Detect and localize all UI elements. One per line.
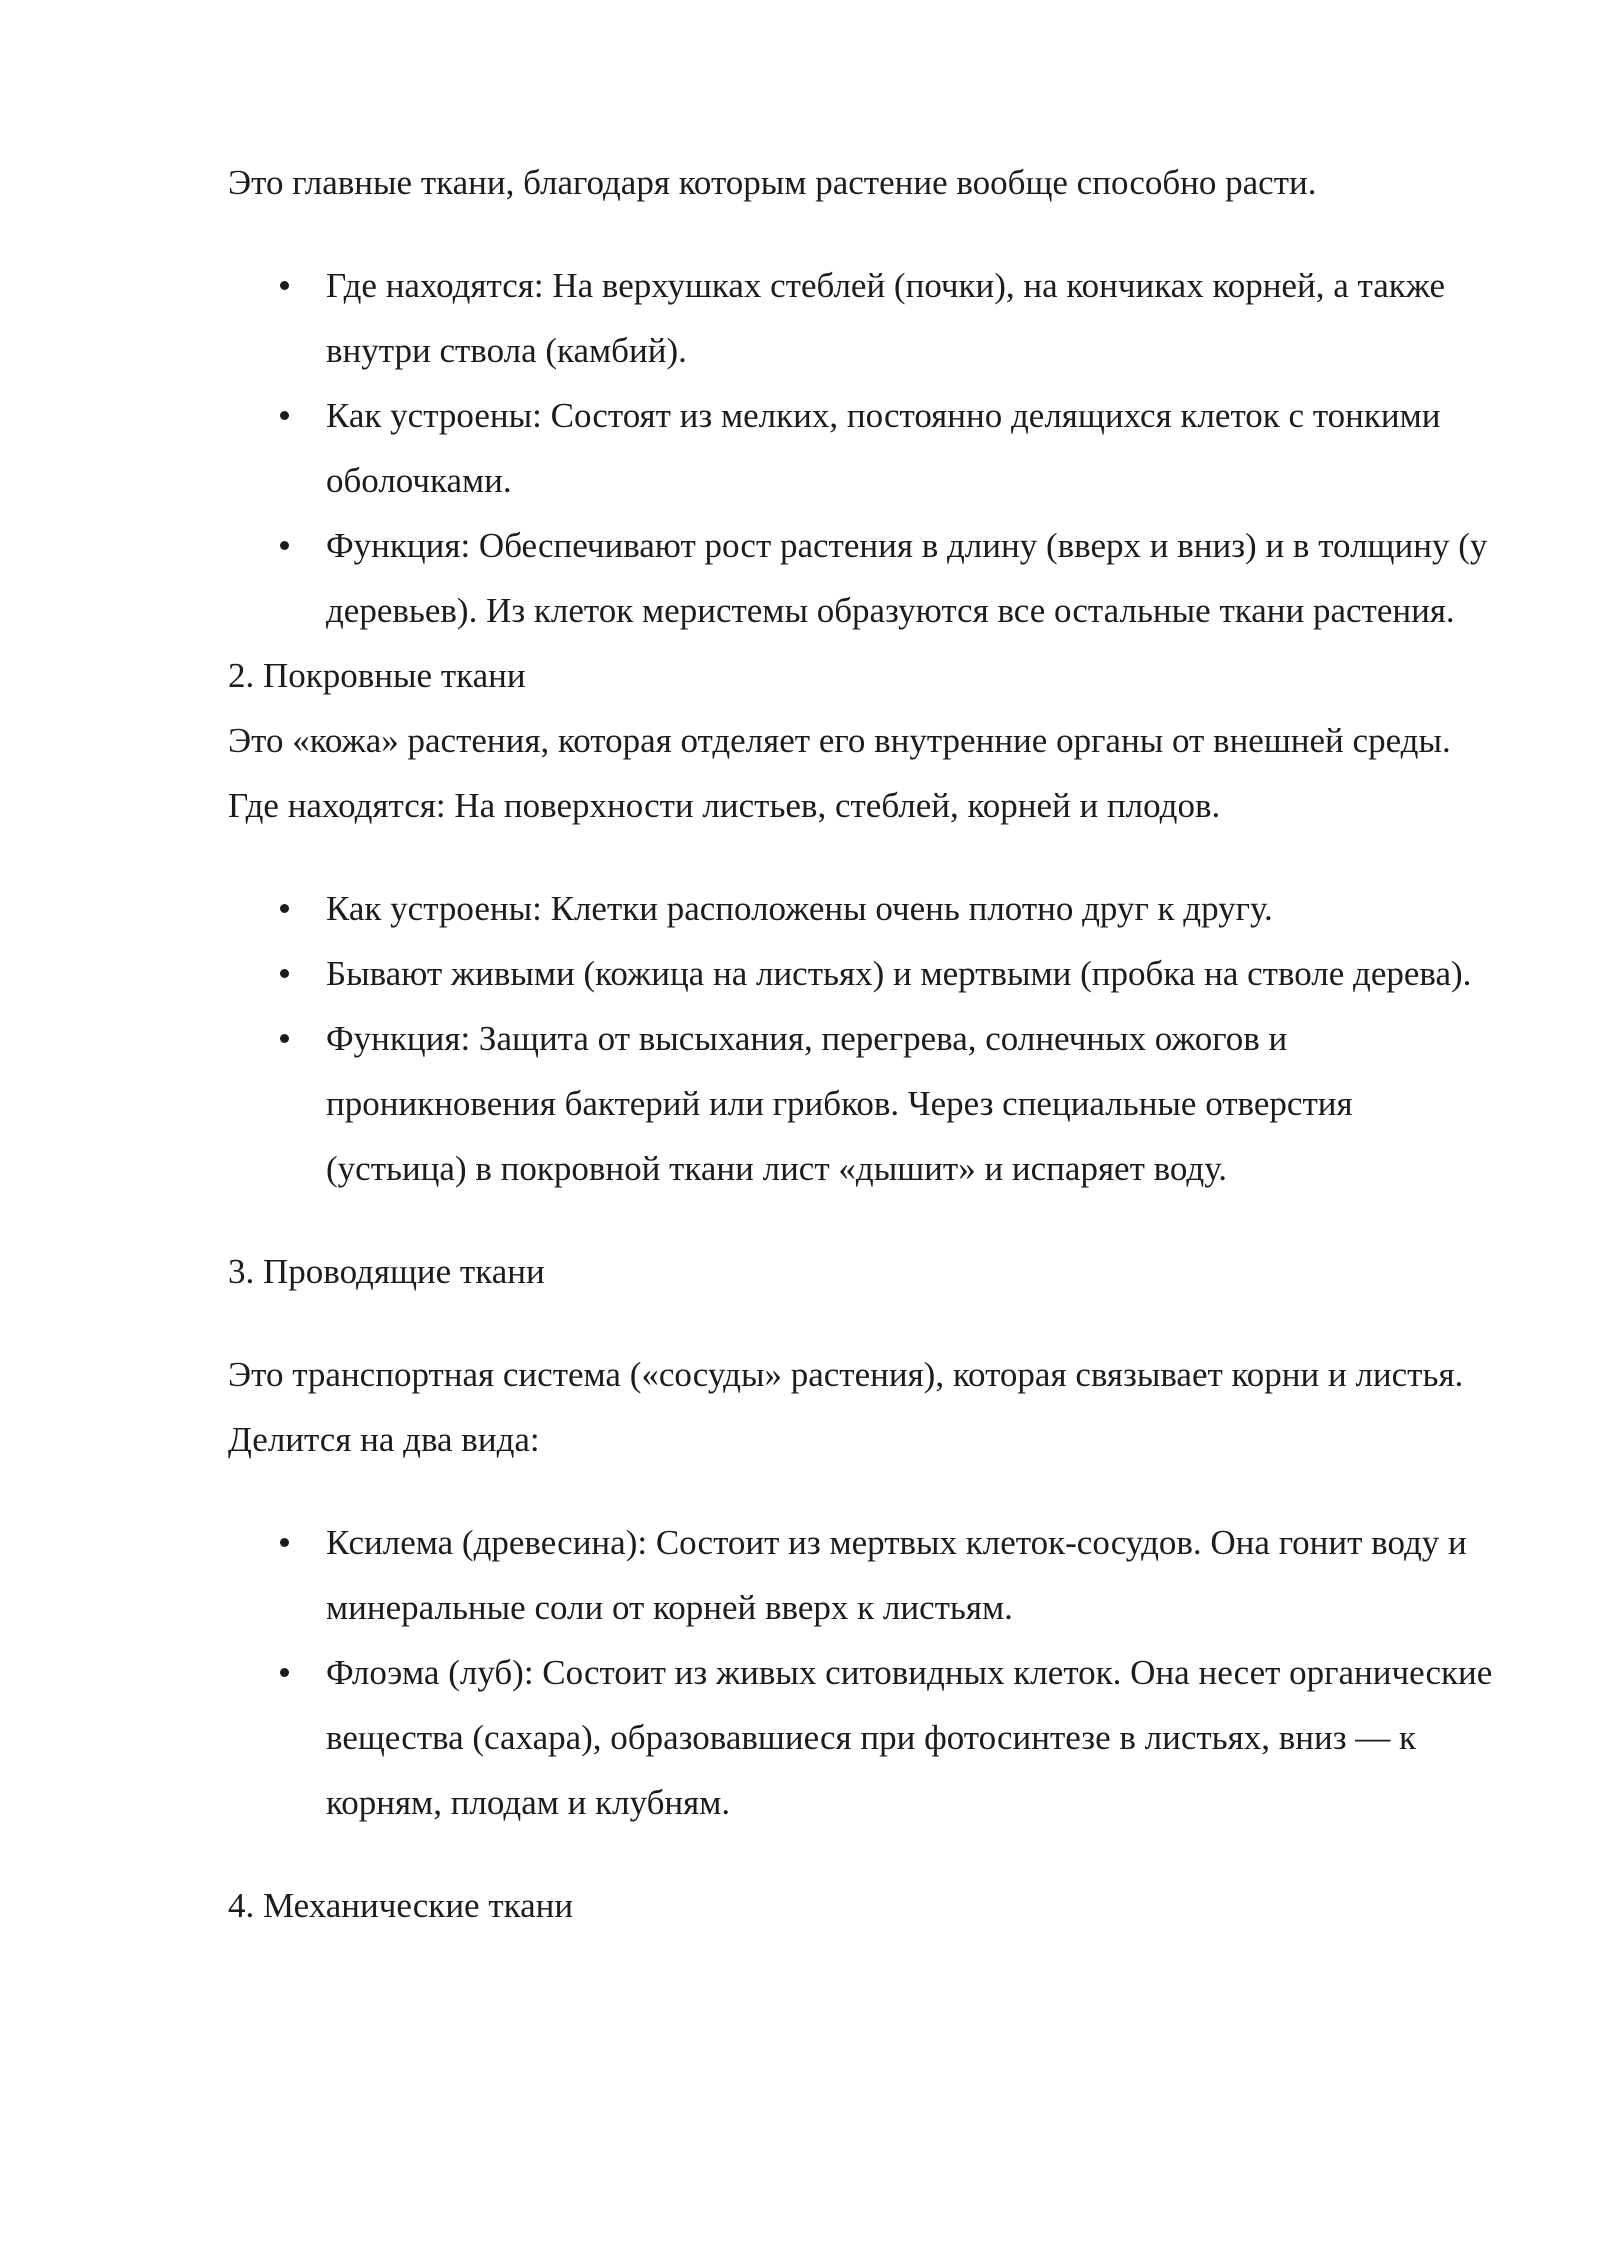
list-item: Как устроены: Состоят из мелких, постоянно делящихся клеток с тонкими оболочками. bbox=[228, 383, 1498, 513]
list-item: Функция: Обеспечивают рост растения в длину (вверх и вниз) и в толщину (у деревьев). Из клеток меристемы образуются все остальные ткани растения. bbox=[228, 513, 1498, 643]
section-description: Это «кожа» растения, которая отделяет его внутренние органы от внешней среды. bbox=[228, 721, 1451, 760]
list-item: Как устроены: Клетки расположены очень плотно друг к другу. bbox=[228, 876, 1498, 941]
spacer bbox=[228, 1304, 1498, 1342]
list-item: Флоэма (луб): Состоит из живых ситовидных клеток. Она несет органические вещества (сахара), образовавшиеся при фотосинтезе в листьях, вниз — к корням, плодам и клубням. bbox=[228, 1640, 1498, 1835]
integumentary-list bbox=[228, 876, 1498, 1201]
list-item: Бывают живыми (кожица на листьях) и мертвыми (пробка на стволе дерева). bbox=[228, 941, 1498, 1006]
spacer bbox=[228, 215, 1498, 253]
section-description: Это транспортная система («сосуды» растения), которая связывает корни и листья. Делится на два вида: bbox=[228, 1355, 1464, 1459]
list-item: Ксилема (древесина): Состоит из мертвых клеток-сосудов. Она гонит воду и минеральные соли от корней вверх к листьям. bbox=[228, 1510, 1498, 1640]
section-heading: 4. Механические ткани bbox=[228, 1886, 574, 1925]
section-location: Где находятся: На поверхности листьев, стеблей, корней и плодов. bbox=[228, 786, 1221, 825]
spacer bbox=[228, 838, 1498, 876]
document-page bbox=[228, 150, 1498, 1938]
spacer bbox=[228, 1472, 1498, 1510]
section-heading: 2. Покровные ткани bbox=[228, 656, 526, 695]
spacer bbox=[228, 1201, 1498, 1239]
list-item: Где находятся: На верхушках стеблей (почки), на кончиках корней, а также внутри ствола (камбий). bbox=[228, 253, 1498, 383]
section-heading: 3. Проводящие ткани bbox=[228, 1252, 545, 1291]
intro-paragraph: Это главные ткани, благодаря которым растение вообще способно расти. bbox=[228, 163, 1317, 202]
spacer bbox=[228, 1835, 1498, 1873]
conductive-list bbox=[228, 1510, 1498, 1835]
meristem-list bbox=[228, 253, 1498, 643]
list-item: Функция: Защита от высыхания, перегрева, солнечных ожогов и проникновения бактерий или грибков. Через специальные отверстия (устьица) в покровной ткани лист «дышит» и испаряет воду. bbox=[228, 1006, 1498, 1201]
